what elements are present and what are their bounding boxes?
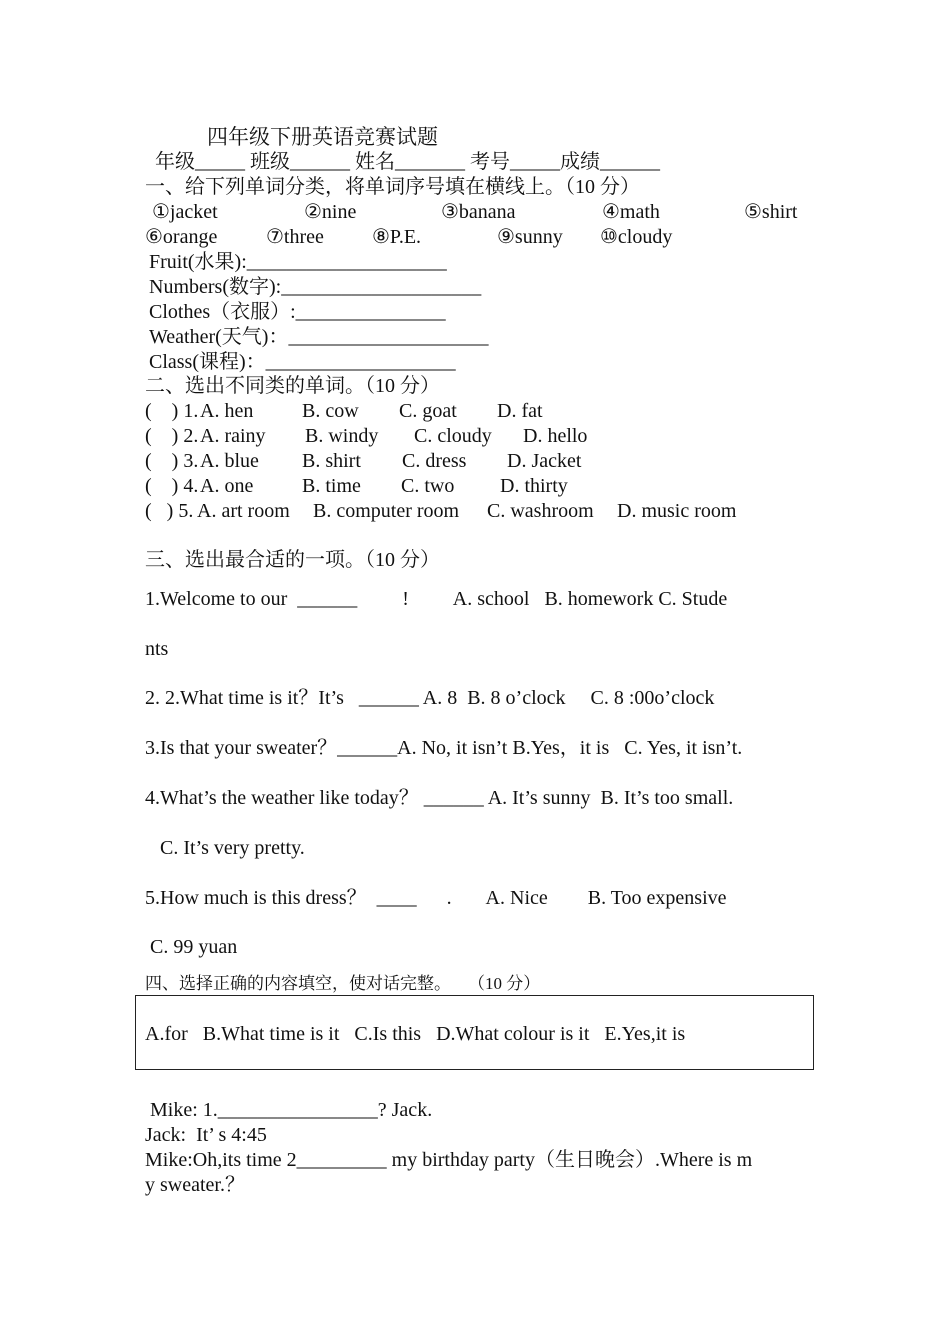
word-item: ③banana — [441, 201, 516, 223]
question-number: ( ) 5. — [145, 500, 194, 522]
options-box — [135, 995, 814, 1070]
question-line: 1.Welcome to our ______ ! A. school B. homework C. Stude — [145, 588, 728, 610]
word-item: ⑩cloudy — [600, 226, 673, 248]
section4-heading: 四、选择正确的内容填空，使对话完整。 （10 分） — [145, 974, 541, 993]
question-line: 3.Is that your sweater？______A. No, it isn’t B.Yes，it is C. Yes, it isn’t. — [145, 737, 743, 759]
page-title: 四年级下册英语竞赛试题 — [207, 125, 438, 149]
option-b: B. cow — [302, 400, 359, 422]
word-item: ⑧P.E. — [372, 226, 422, 248]
word-item: ④math — [602, 201, 660, 223]
option-a: A. art room — [197, 500, 290, 522]
dialogue-line: Mike: 1.________________? Jack. — [145, 1099, 433, 1121]
category-fruit: Fruit(水果):____________________ — [149, 251, 447, 273]
option-c: C. washroom — [487, 500, 594, 522]
word-item: ⑥orange — [145, 226, 218, 248]
question-number: ( ) 3. — [145, 450, 199, 472]
category-numbers: Numbers(数字):____________________ — [149, 276, 482, 298]
option-c: C. goat — [399, 400, 457, 422]
section1-heading: 一、给下列单词分类，将单词序号填在横线上。（10 分） — [145, 176, 640, 198]
option-c: C. dress — [402, 450, 467, 472]
option-c: C. cloudy — [414, 425, 492, 447]
dialogue-line: Jack: It’ s 4:45 — [145, 1124, 267, 1146]
option-b: B. time — [302, 475, 361, 497]
category-weather: Weather(天气)：____________________ — [149, 326, 489, 348]
question-line: C. It’s very pretty. — [145, 837, 305, 859]
question-line: 5.How much is this dress？ ____ . A. Nice B. Too expensive — [145, 887, 727, 909]
category-class: Class(课程)：___________________ — [149, 351, 456, 373]
question-line: nts — [145, 638, 169, 660]
section3-heading: 三、选出最合适的一项。（10 分） — [145, 549, 440, 571]
header-fields: 年级_____ 班级______ 姓名_______ 考号_____成绩______ — [155, 151, 660, 173]
option-a: A. hen — [200, 400, 254, 422]
dialogue-line: y sweater.？ — [145, 1174, 245, 1196]
question-line: C. 99 yuan — [145, 936, 238, 958]
word-item: ⑦three — [266, 226, 324, 248]
question-line: 4.What’s the weather like today？ ______ A. It’s sunny B. It’s too small. — [145, 787, 734, 809]
option-b: B. shirt — [302, 450, 361, 472]
option-a: A. one — [200, 475, 254, 497]
option-d: D. music room — [617, 500, 737, 522]
option-d: D. thirty — [500, 475, 568, 497]
option-b: B. windy — [305, 425, 379, 447]
word-item: ①jacket — [152, 201, 218, 223]
option-d: D. fat — [497, 400, 543, 422]
option-d: D. Jacket — [507, 450, 582, 472]
word-item: ⑤shirt — [744, 201, 798, 223]
category-clothes: Clothes（衣服）:_______________ — [149, 301, 446, 323]
question-line: 2. 2.What time is it？It’s ______ A. 8 B. 8 o’clock C. 8 :00o’clock — [145, 687, 715, 709]
option-a: A. rainy — [200, 425, 266, 447]
question-number: ( ) 2. — [145, 425, 199, 447]
option-a: A. blue — [200, 450, 259, 472]
word-item: ⑨sunny — [497, 226, 563, 248]
option-d: D. hello — [523, 425, 588, 447]
section2-heading: 二、选出不同类的单词。（10 分） — [145, 375, 440, 397]
options-text: A.for B.What time is it C.Is this D.What colour is it E.Yes,it is — [145, 1023, 686, 1045]
question-number: ( ) 4. — [145, 475, 199, 497]
dialogue-line: Mike:Oh,its time 2_________ my birthday party（生日晚会）.Where is m — [145, 1149, 753, 1171]
word-item: ②nine — [304, 201, 357, 223]
option-b: B. computer room — [313, 500, 460, 522]
question-number: ( ) 1. — [145, 400, 199, 422]
option-c: C. two — [401, 475, 455, 497]
